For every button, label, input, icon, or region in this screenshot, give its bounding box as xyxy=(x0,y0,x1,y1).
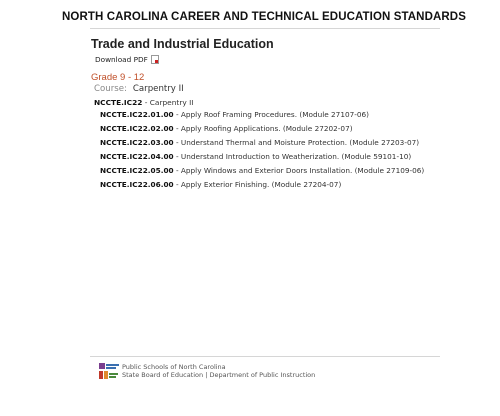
footer-organization xyxy=(122,363,315,379)
footer-line-2: State Board of Education | Department of Public Instruction xyxy=(122,371,316,379)
standard-text: - Understand Introduction to Weatherization. (Module 59101-10) xyxy=(173,152,412,161)
cluster-name: Carpentry II xyxy=(149,98,194,107)
standards-list xyxy=(100,109,424,193)
standard-code: NCCTE.IC22.05.00 xyxy=(100,166,174,175)
header-divider xyxy=(90,28,440,29)
course-cluster xyxy=(94,98,193,107)
standard-item xyxy=(100,137,424,151)
standard-text: - Apply Exterior Finishing. (Module 27204-07) xyxy=(173,180,342,189)
footer-divider xyxy=(90,356,440,357)
standard-text: - Apply Roof Framing Procedures. (Module 27107-06) xyxy=(173,110,370,119)
standard-text: - Apply Windows and Exterior Doors Installation. (Module 27109-06) xyxy=(173,166,425,175)
standard-text: - Apply Roofing Applications. (Module 27202-07) xyxy=(173,124,353,133)
page-title: Trade and Industrial Education xyxy=(91,37,274,51)
standard-item xyxy=(100,165,424,179)
standard-item xyxy=(100,109,424,123)
standard-item xyxy=(100,151,424,165)
standard-text: - Understand Thermal and Moisture Protection. (Module 27203-07) xyxy=(173,138,420,147)
standard-code: NCCTE.IC22.02.00 xyxy=(100,124,174,133)
site-header-title: NORTH CAROLINA CAREER AND TECHNICAL EDUCATION STANDARDS xyxy=(62,11,466,23)
standard-code: NCCTE.IC22.01.00 xyxy=(100,110,174,119)
download-pdf-label[interactable]: Download PDF xyxy=(95,55,148,64)
nc-public-schools-logo-icon xyxy=(98,362,120,380)
footer-line-1: Public Schools of North Carolina xyxy=(122,363,226,371)
download-pdf-link[interactable] xyxy=(95,55,159,64)
standard-item xyxy=(100,123,424,137)
standard-code: NCCTE.IC22.04.00 xyxy=(100,152,174,161)
cluster-code: NCCTE.IC22 xyxy=(94,98,143,107)
standard-item xyxy=(100,179,424,193)
course-label: Course: xyxy=(94,84,127,94)
course-row xyxy=(94,84,184,94)
cluster-separator: - xyxy=(142,98,150,107)
standard-code: NCCTE.IC22.03.00 xyxy=(100,138,174,147)
grade-range: Grade 9 - 12 xyxy=(91,72,145,83)
pdf-icon[interactable] xyxy=(151,55,159,64)
standard-code: NCCTE.IC22.06.00 xyxy=(100,180,174,189)
course-name: Carpentry II xyxy=(132,84,184,94)
